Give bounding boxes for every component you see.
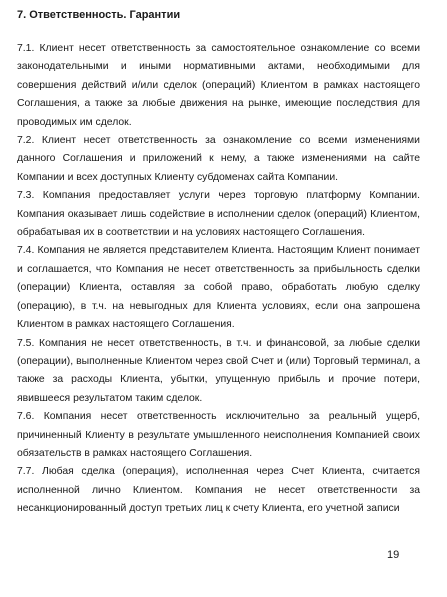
section-body [17, 40, 420, 519]
clause-7-6: 7.6. Компания несет ответственность исключительно за реальный ущерб, причиненный Клиенту в результате умышленного неисполнения Компанией своих обязательств в рамках настоящего Соглашения. [17, 411, 420, 459]
clause-7-2: 7.2. Клиент несет ответственность за ознакомление со всеми изменениями данного Соглашения и приложений к нему, а также изменениями на сайте Компании и всех доступных Клиенту субдоменах сайта Компании. [17, 135, 420, 183]
clause-7-4: 7.4. Компания не является представителем Клиента. Настоящим Клиент понимает и соглашается, что Компания не несет ответственность за прибыльность сделки (операции) Клиента, оставляя за собой право, обработать любую сделку (операцию), в т.ч. на невыгодных для Клиента условиях, если она запрошена Клиентом в рамках настоящего Соглашения. [17, 245, 420, 331]
clause-7-1: 7.1. Клиент несет ответственность за самостоятельное ознакомление со всеми законодательными и иными нормативными актами, необходимыми для совершения действий и/или сделок (операций) Клиентом в рамках настоящего Соглашения, а также за любые движения на рынке, имеющие последствия для проводимых им сделок. [17, 43, 420, 128]
clause-7-5: 7.5. Компания не несет ответственность, в т.ч. и финансовой, за любые сделки (операции), выполненные Клиентом через свой Счет и (или) Торговый терминал, а также за расходы Клиента, убытки, упущенную прибыль и прочие потери, явившееся результатом таким сделок. [17, 337, 420, 404]
section-heading: 7. Ответственность. Гарантии [17, 9, 181, 21]
page-number: 19 [387, 549, 400, 561]
clause-7-3: 7.3. Компания предоставляет услуги через торговую платформу Компании. Компания оказывает лишь содействие в исполнении сделок (операций) Клиентом, обрабатывая их в соответствии и на условиях настоящего Соглашения. [17, 190, 420, 239]
clause-7-7: 7.7. Любая сделка (операция), исполненная через Счет Клиента, считается исполненной лично Клиентом. Компания не несет ответственности за несанкционированный доступ третьих лиц к счету Клиента, его учетной записи [17, 466, 420, 515]
